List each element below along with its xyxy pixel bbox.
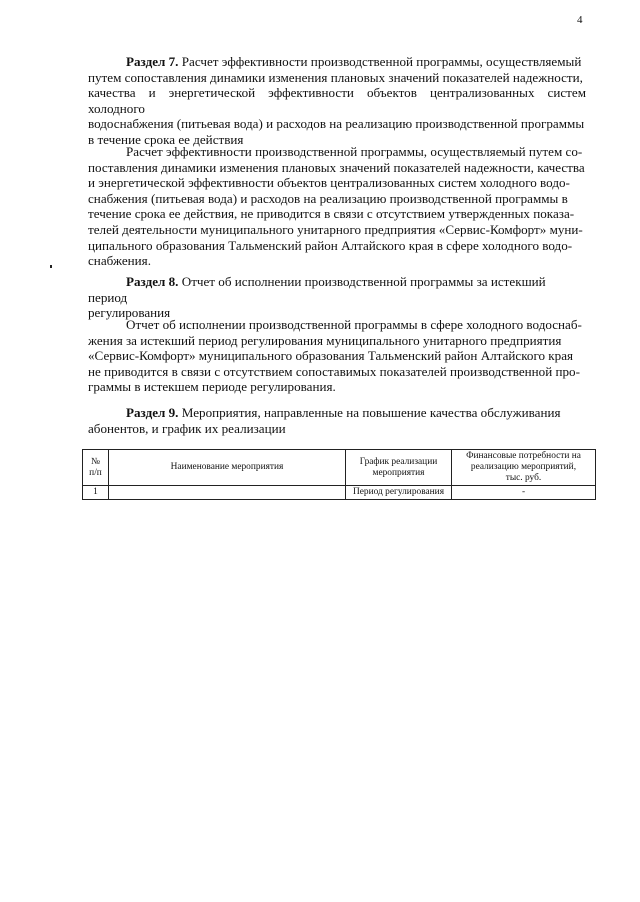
section7-body [88,144,586,269]
header-measure-name: Наименование мероприятия [109,450,346,486]
header-financial-needs: Финансовые потребности на реализацию мероприятий, тыс. руб. [452,450,596,486]
section9-heading-line: абонентов, и график их реализации [88,420,286,436]
section7-heading [88,54,586,148]
measures-table [82,449,596,500]
section9-heading [88,405,586,436]
table-row [83,486,596,500]
section7-body-line: поставления динамики изменения плановых значений показателей надежности, качества [88,159,585,175]
cell-measure-name [109,486,346,500]
section7-body-line: течение срока ее действия, не приводится в связи с отсутствием утвержденных показа- [88,206,575,222]
section7-heading-line: качества и энергетической эффективности объектов централизованных систем холодного [88,85,586,116]
section8-heading-line: регулирования [88,305,171,321]
cell-schedule: Период регулирования [346,486,452,500]
section7-body-line: снабжения (питьевая вода) и расходов на реализацию производственной программы в [88,190,568,206]
section7-heading-line: Расчет эффективности производственной программы, осуществляемый [181,54,582,69]
section8-body [88,317,586,395]
section7-heading-line: в течение срока ее действия [88,131,244,147]
margin-mark [50,265,52,268]
table-header-row [83,450,596,486]
header-schedule: График реализации мероприятия [346,450,452,486]
section8-heading [88,274,586,321]
section8-label: Раздел 8. [126,274,179,289]
cell-financial-needs: - [452,486,596,500]
section9-label: Раздел 9. [126,405,179,420]
section8-body-line: «Сервис-Комфорт» муниципального образования Тальменский район Алтайского края [88,348,574,364]
section7-body-line: и энергетической эффективности объектов централизованных систем холодного водо- [88,175,570,191]
section7-heading-line: водоснабжения (питьевая вода) и расходов на реализацию производственной программы [88,116,585,132]
section8-body-line: не приводится в связи с отсутствием сопоставимых показателей производственной про- [88,363,580,379]
section9-heading-line: Мероприятия, направленные на повышение качества обслуживания [181,405,561,420]
section7-body-line: ципального образования Тальменский район Алтайского края в сфере холодного водо- [88,237,573,253]
section8-body-line: Отчет об исполнении производственной программы в сфере холодного водоснаб- [126,317,582,332]
section7-body-line: телей деятельности муниципального унитарного предприятия «Сервис-Комфорт» муни- [88,221,583,237]
cell-number: 1 [83,486,109,500]
section8-body-line: жения за истекший период регулирования муниципального унитарного предприятия [88,332,562,348]
page-number: 4 [577,14,583,26]
header-number: № п/п [83,450,109,486]
section7-body-line: снабжения. [88,253,151,269]
section8-body-line: граммы в истекшем периоде регулирования. [88,379,336,395]
section7-heading-line: путем сопоставления динамики изменения плановых значений показателей надежности, [88,69,583,85]
section8-heading-line: Отчет об исполнении производственной программы за истекший период [88,274,546,305]
section7-body-line: Расчет эффективности производственной программы, осуществляемый путем со- [126,144,583,159]
section7-label: Раздел 7. [126,54,179,69]
